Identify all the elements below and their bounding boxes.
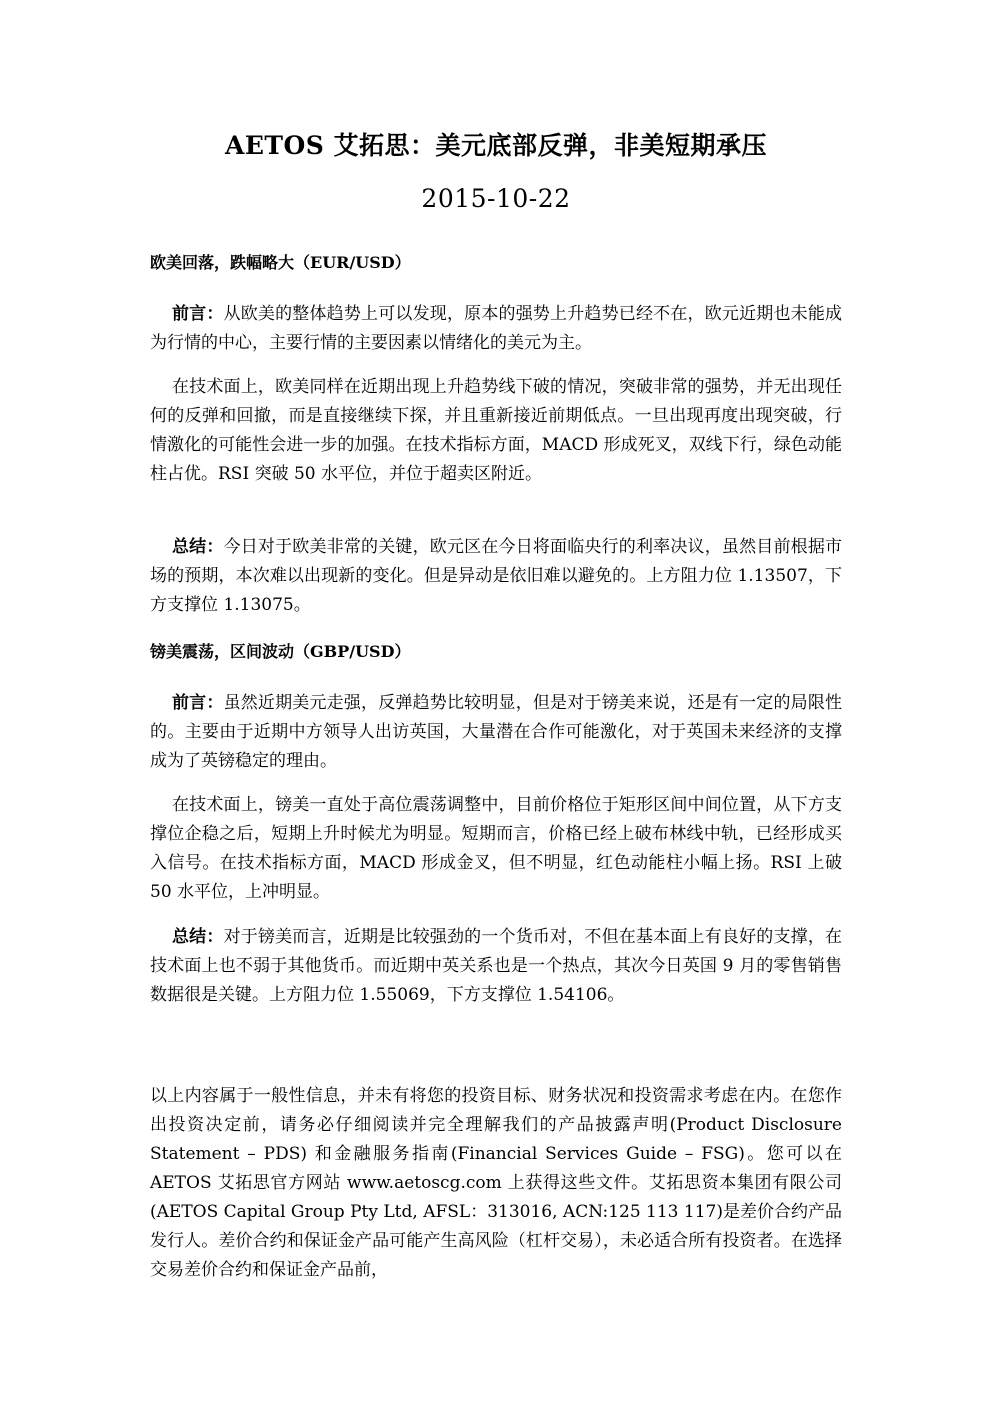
technical-text: 在技术面上，欧美同样在近期出现上升趋势线下破的情况，突破非常的强势，并无出现任何的反弹和回撤，而是直接继续下探，并且重新接近前期低点。一旦出现再度出现突破，行情激化的可能性会进一步的加强。在技术指标方面，MACD 形成死叉，双线下行，绿色动能柱占优。RSI 突破 50 水平位，并位于超卖区附近。: [150, 377, 842, 484]
section-summary-gbpusd: [150, 923, 842, 1010]
disclaimer-text: 以上内容属于一般性信息，并未有将您的投资目标、财务状况和投资需求考虑在内。在您作出投资决定前，请务必仔细阅读并完全理解我们的产品披露声明(Product Disclosure Statement – PDS) 和金融服务指南(Financial Services Guide – FSG)。您可以在 AETOS 艾拓思官方网站 www.aetoscg.com 上获得这些文件。艾拓思资本集团有限公司(AETOS Capital Group Pty Ltd, AFSL：313016, ACN:125 113 117)是差价合约产品发行人。差价合约和保证金产品可能产生高风险（杠杆交易），未必适合所有投资者。在选择交易差价合约和保证金产品前，: [150, 1086, 842, 1280]
section-technical-gbpusd: [150, 791, 842, 907]
summary-label: 总结：: [172, 927, 224, 947]
summary-text: 对于镑美而言，近期是比较强劲的一个货币对，不但在基本面上有良好的支撑，在技术面上也不弱于其他货币。而近期中英关系也是一个热点，其次今日英国 9 月的零售销售数据很是关键。上方阻力位 1.55069，下方支撑位 1.54106。: [150, 927, 843, 1005]
technical-text: 在技术面上，镑美一直处于高位震荡调整中，目前价格位于矩形区间中间位置，从下方支撑位企稳之后，短期上升时候尤为明显。短期而言，价格已经上破布林线中轨，已经形成买入信号。在技术指标方面，MACD 形成金叉，但不明显，红色动能柱小幅上扬。RSI 上破 50 水平位，上冲明显。: [150, 795, 842, 902]
section-preface-eurusd: [150, 300, 842, 358]
preface-label: 前言：: [172, 693, 224, 713]
document-date: 2015-10-22: [421, 184, 571, 213]
section-preface-gbpusd: [150, 689, 842, 776]
section-technical-eurusd: [150, 373, 842, 489]
document-title: AETOS 艾拓思：美元底部反弹，非美短期承压: [224, 131, 768, 160]
preface-text: 虽然近期美元走强，反弹趋势比较明显，但是对于镑美来说，还是有一定的局限性的。主要由于近期中方领导人出访英国，大量潜在合作可能激化，对于英国未来经济的支撑成为了英镑稳定的理由。: [150, 693, 843, 771]
summary-text: 今日对于欧美非常的关键，欧元区在今日将面临央行的利率决议，虽然目前根据市场的预期，本次难以出现新的变化。但是异动是依旧难以避免的。上方阻力位 1.13507，下方支撑位 1.13075。: [150, 537, 843, 615]
summary-label: 总结：: [172, 537, 224, 557]
preface-label: 前言：: [172, 304, 224, 324]
section-heading-eurusd: 欧美回落，跌幅略大（EUR/USD）: [150, 253, 411, 272]
section-heading-gbpusd: 镑美震荡，区间波动（GBP/USD）: [150, 642, 411, 661]
preface-text: 从欧美的整体趋势上可以发现，原本的强势上升趋势已经不在，欧元近期也未能成为行情的中心，主要行情的主要因素以情绪化的美元为主。: [150, 304, 843, 353]
section-summary-eurusd: [150, 533, 842, 620]
